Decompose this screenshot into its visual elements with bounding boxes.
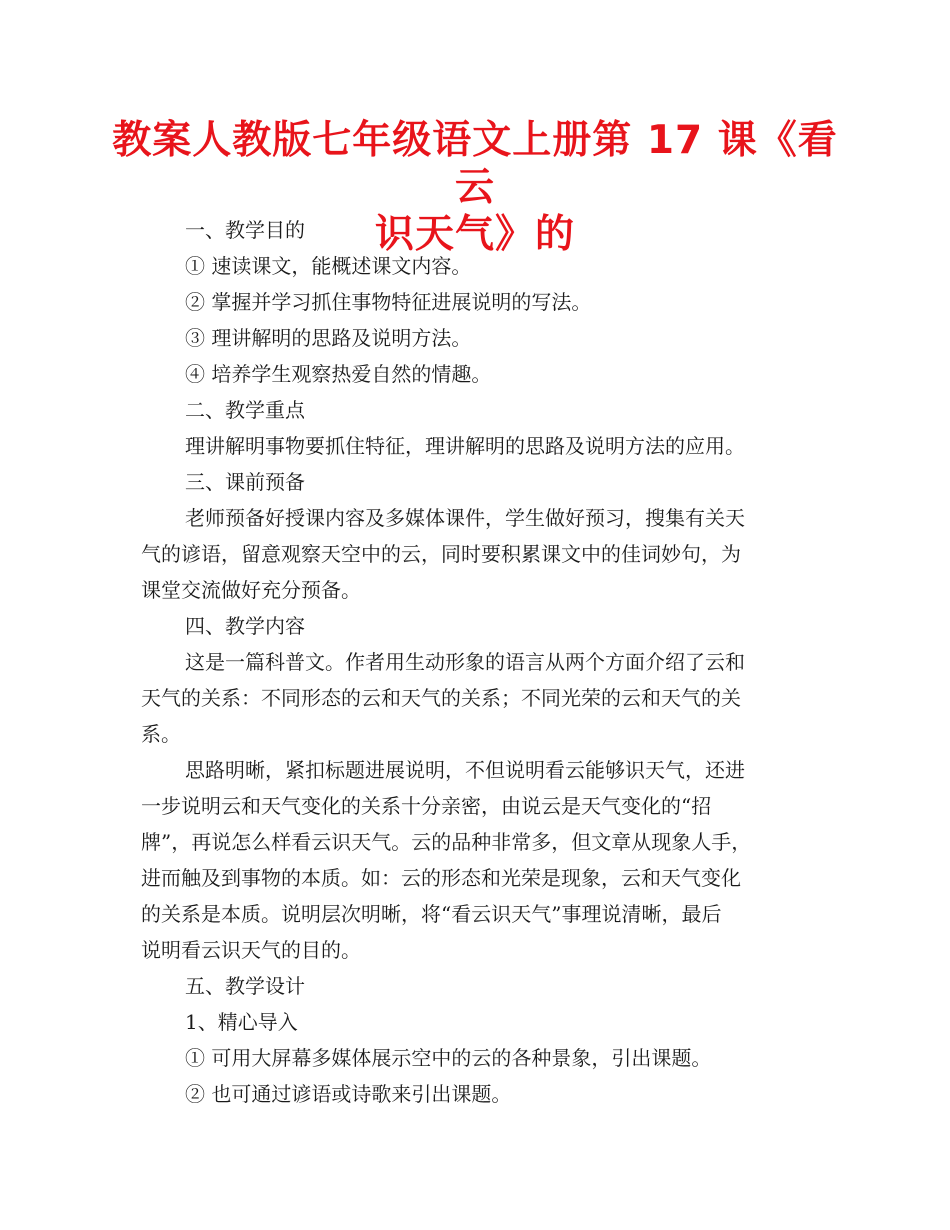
section-heading-objectives: 一、教学目的 [185, 218, 305, 242]
design-item-1: ① 可用大屏幕多媒体展示空中的云的各种景象，引出课题。 [185, 1046, 712, 1070]
content-paragraph-2-line: 牌”，再说怎么样看云识天气。云的品种非常多，但文章从现象人手， [141, 830, 752, 854]
content-paragraph-2-line: 说明看云识天气的目的。 [141, 938, 361, 962]
objective-item-3: ③ 理讲解明的思路及说明方法。 [185, 326, 472, 350]
content-paragraph-1-line: 天气的关系：不同形态的云和天气的关系；不同光荣的云和天气的关 [141, 686, 741, 710]
content-paragraph-2-line: 一步说明云和天气变化的关系十分亲密，由说云是天气变化的“招 [141, 794, 712, 818]
preparation-paragraph-line: 老师预备好授课内容及多媒体课件，学生做好预习，搜集有关天 [185, 506, 745, 530]
preparation-paragraph-line: 课堂交流做好充分预备。 [141, 578, 361, 602]
objective-item-2: ② 掌握并学习抓住事物特征进展说明的写法。 [185, 290, 592, 314]
key-points-text: 理讲解明事物要抓住特征，理讲解明的思路及说明方法的应用。 [185, 434, 745, 458]
title-line-1: 教案人教版七年级语文上册第 17 课《看云 [112, 118, 838, 210]
document-body [141, 212, 816, 1112]
content-paragraph-2-line: 的关系是本质。说明层次明晰，将“看云识天气”事理说清晰，最后 [141, 902, 722, 926]
content-paragraph-2-line: 进而触及到事物的本质。如：云的形态和光荣是现象，云和天气变化 [141, 866, 741, 890]
preparation-paragraph-line: 气的谚语，留意观察天空中的云，同时要积累课文中的佳词妙句，为 [141, 542, 741, 566]
section-heading-design: 五、教学设计 [185, 974, 305, 998]
design-subheading-intro: 1、精心导入 [185, 1010, 298, 1034]
objective-item-1: ① 速读课文，能概述课文内容。 [185, 254, 472, 278]
design-item-2: ② 也可通过谚语或诗歌来引出课题。 [185, 1082, 512, 1106]
objective-item-4: ④ 培养学生观察热爱自然的情趣。 [185, 362, 492, 386]
content-paragraph-1-line: 这是一篇科普文。作者用生动形象的语言从两个方面介绍了云和 [185, 650, 745, 674]
title-line-2: 识天气》的 [374, 212, 575, 257]
content-paragraph-2-line: 思路明晰，紧扣标题进展说明，不但说明看云能够识天气，还进 [185, 758, 745, 782]
section-heading-preparation: 三、课前预备 [185, 470, 305, 494]
content-paragraph-1-line: 系。 [141, 722, 181, 746]
section-heading-key-points: 二、教学重点 [185, 398, 305, 422]
section-heading-content: 四、教学内容 [185, 614, 305, 638]
